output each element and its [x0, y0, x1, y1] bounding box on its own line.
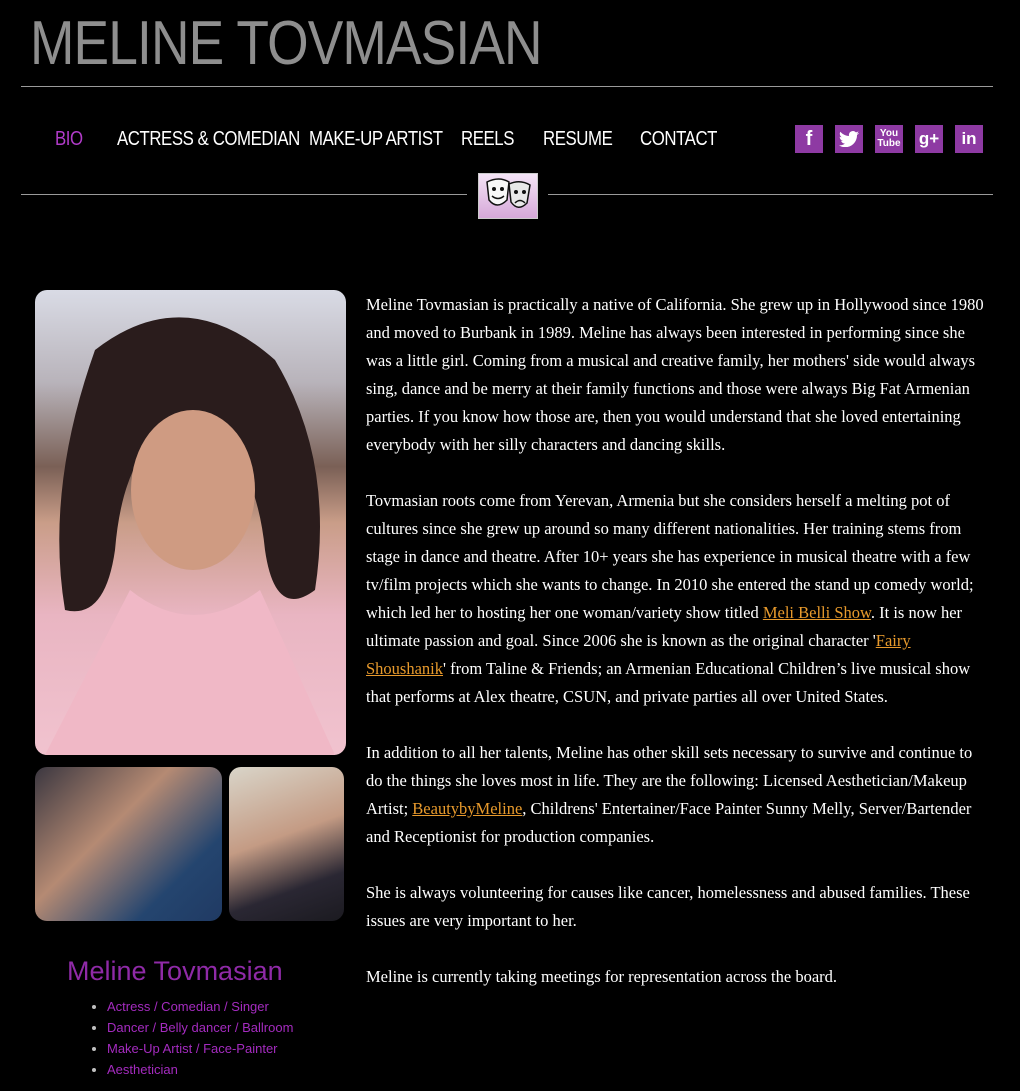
role-item: • Make-Up Artist / Face-Painter — [107, 1038, 293, 1059]
portrait-photo — [35, 290, 346, 755]
social-links — [795, 125, 983, 153]
nav-resume[interactable]: RESUME — [543, 127, 613, 150]
role-item: • Aesthetician — [107, 1059, 293, 1080]
bio-content — [366, 291, 986, 1019]
nav-bio[interactable]: BIO — [55, 127, 83, 150]
beautybymeline-link[interactable]: BeautybyMeline — [412, 799, 523, 818]
role-item: • Dancer / Belly dancer / Ballroom — [107, 1017, 293, 1038]
linkedin-icon[interactable]: in — [955, 125, 983, 153]
meli-belli-show-link[interactable]: Meli Belli Show — [762, 603, 871, 622]
top-divider — [21, 86, 993, 87]
twitter-icon[interactable] — [835, 125, 863, 153]
main-nav — [55, 122, 730, 156]
theater-masks-icon — [478, 173, 538, 219]
bio-paragraph-2 — [366, 487, 986, 711]
bio-text: , Childrens' Entertainer/Face Painter Sunny Melly, Server/Bartender and Receptionist for production companies. — [366, 799, 972, 846]
photo-thumbnail-2 — [229, 767, 344, 921]
nav-makeup-artist[interactable]: MAKE-UP ARTIST — [309, 127, 443, 150]
nav-actress-comedian[interactable]: ACTRESS & COMEDIAN — [117, 127, 300, 150]
bio-text: . It is now her ultimate passion and goal. Since 2006 she is known as the original character ' — [366, 603, 963, 650]
bio-text: Tovmasian roots come from Yerevan, Armenia but she considers herself a melting pot of cultures since she grew up around so many different nationalities. Her training stems from stage in dance and theatre. After 10+ years she has experience in musical theatre with a few tv/film projects which she wants to change. In 2010 she entered the stand up comedy world; which led her to hosting her one woman/variety show titled — [366, 491, 974, 622]
bio-text: ' from Taline & Friends; an Armenian Educational Children’s live musical show that performs at Alex theatre, CSUN, and private parties all over United States. — [366, 659, 971, 706]
google-plus-icon[interactable]: g+ — [915, 125, 943, 153]
nav-contact[interactable]: CONTACT — [640, 127, 718, 150]
sidebar-name: Meline Tovmasian — [67, 956, 283, 986]
bio-paragraph-5: Meline is currently taking meetings for representation across the board. — [366, 967, 838, 986]
divider-right — [548, 194, 993, 195]
bio-paragraph-3 — [366, 739, 986, 851]
fairy-shoushanik-link[interactable]: Fairy Shoushanik — [366, 631, 911, 678]
role-item: • Actress / Comedian / Singer — [107, 996, 293, 1017]
site-title[interactable]: MELINE TOVMASIAN — [30, 9, 542, 78]
nav-reels[interactable]: REELS — [461, 127, 514, 150]
facebook-icon[interactable]: f — [795, 125, 823, 153]
photo-thumbnail-1 — [35, 767, 222, 921]
divider-left — [21, 194, 467, 195]
bio-paragraph-4: She is always volunteering for causes like cancer, homelessness and abused families. These issues are very important to her. — [366, 883, 970, 930]
roles-list — [88, 996, 293, 1080]
bio-text: In addition to all her talents, Meline has other skill sets necessary to survive and continue to do the things she loves most in life. They are the following: Licensed Aesthetician/Makeup Artist; — [366, 743, 973, 818]
bio-paragraph-1: Meline Tovmasian is practically a native of California. She grew up in Hollywood since 1980 and moved to Burbank in 1989. Meline has always been interested in performing since she was a little girl. Coming from a musical and creative family, her mothers' side would always sing, dance and be merry at their family functions and those were always Big Fat Armenian parties. If you know how those are, then you would understand that she loved entertaining everybody with her silly characters and dancing skills. — [366, 295, 984, 454]
youtube-icon[interactable]: You Tube — [875, 125, 903, 153]
